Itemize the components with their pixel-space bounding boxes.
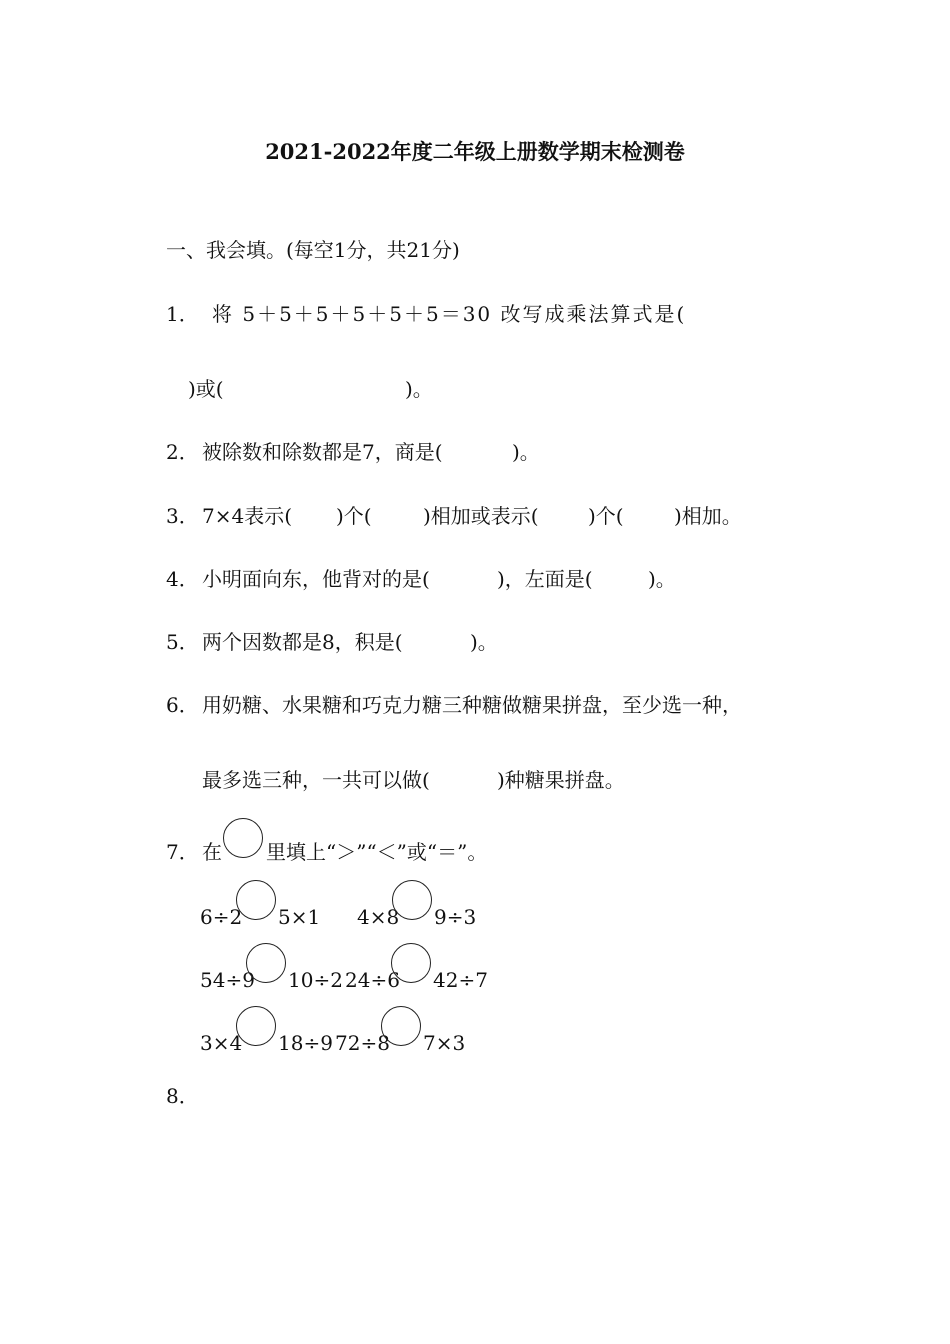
q2-text: 被除数和除数都是7，商是(: [202, 440, 443, 464]
q7-text-b: 里填上“＞”“＜”或“＝”。: [266, 840, 488, 864]
compare-left: 4×8: [357, 905, 400, 929]
q7-number: 7．: [166, 840, 199, 864]
q5-text-a: 两个因数都是8，积是(: [202, 630, 403, 654]
answer-circle[interactable]: [392, 880, 432, 920]
compare-right: 7×3: [423, 1031, 466, 1055]
q1-blank-end: )。: [405, 377, 433, 401]
q5-number: 5．: [166, 630, 199, 654]
q1-line1: 将 5＋5＋5＋5＋5＋5＝30 改写成乘法算式是(: [212, 302, 687, 326]
q4-text-b: )，左面是(: [497, 567, 593, 591]
answer-circle[interactable]: [236, 880, 276, 920]
compare-left: 54÷9: [200, 968, 255, 992]
q8-number: 8．: [166, 1084, 199, 1108]
q3-text-a: 7×4表示(: [202, 504, 293, 528]
answer-circle[interactable]: [391, 943, 431, 983]
compare-left: 3×4: [200, 1031, 243, 1055]
q1-blank-close-or: )或(: [188, 377, 224, 401]
q6-line1: 用奶糖、水果糖和巧克力糖三种糖做糖果拼盘，至少选一种，: [202, 693, 742, 717]
page-title: 2021-2022年度二年级上册数学期末检测卷: [265, 139, 685, 164]
q6-number: 6．: [166, 693, 199, 717]
q7-text-a: 在: [202, 840, 222, 864]
q4-text-c: )。: [648, 567, 676, 591]
compare-right: 18÷9: [278, 1031, 333, 1055]
q3-number: 3．: [166, 504, 199, 528]
answer-circle[interactable]: [381, 1006, 421, 1046]
q2-blank-end: )。: [512, 440, 540, 464]
answer-circle[interactable]: [246, 943, 286, 983]
compare-right: 10÷2: [288, 968, 343, 992]
compare-right: 9÷3: [434, 905, 477, 929]
q4-number: 4．: [166, 567, 199, 591]
q1-number: 1．: [166, 302, 199, 326]
compare-right: 5×1: [278, 905, 321, 929]
q2-number: 2．: [166, 440, 199, 464]
answer-circle[interactable]: [236, 1006, 276, 1046]
q3-text-d: )个(: [588, 504, 624, 528]
q3-text-e: )相加。: [674, 504, 742, 528]
q3-text-b: )个(: [336, 504, 372, 528]
q6-line2a: 最多选三种，一共可以做(: [202, 768, 430, 792]
q5-text-b: )。: [470, 630, 498, 654]
compare-left: 6÷2: [200, 905, 243, 929]
compare-left: 72÷8: [335, 1031, 390, 1055]
section-heading: 一、我会填。(每空1分，共21分): [166, 238, 460, 262]
q4-text-a: 小明面向东，他背对的是(: [202, 567, 430, 591]
compare-right: 42÷7: [433, 968, 488, 992]
answer-circle[interactable]: [223, 818, 263, 858]
q3-text-c: )相加或表示(: [423, 504, 539, 528]
compare-left: 24÷6: [345, 968, 400, 992]
q6-line2b: )种糖果拼盘。: [497, 768, 625, 792]
